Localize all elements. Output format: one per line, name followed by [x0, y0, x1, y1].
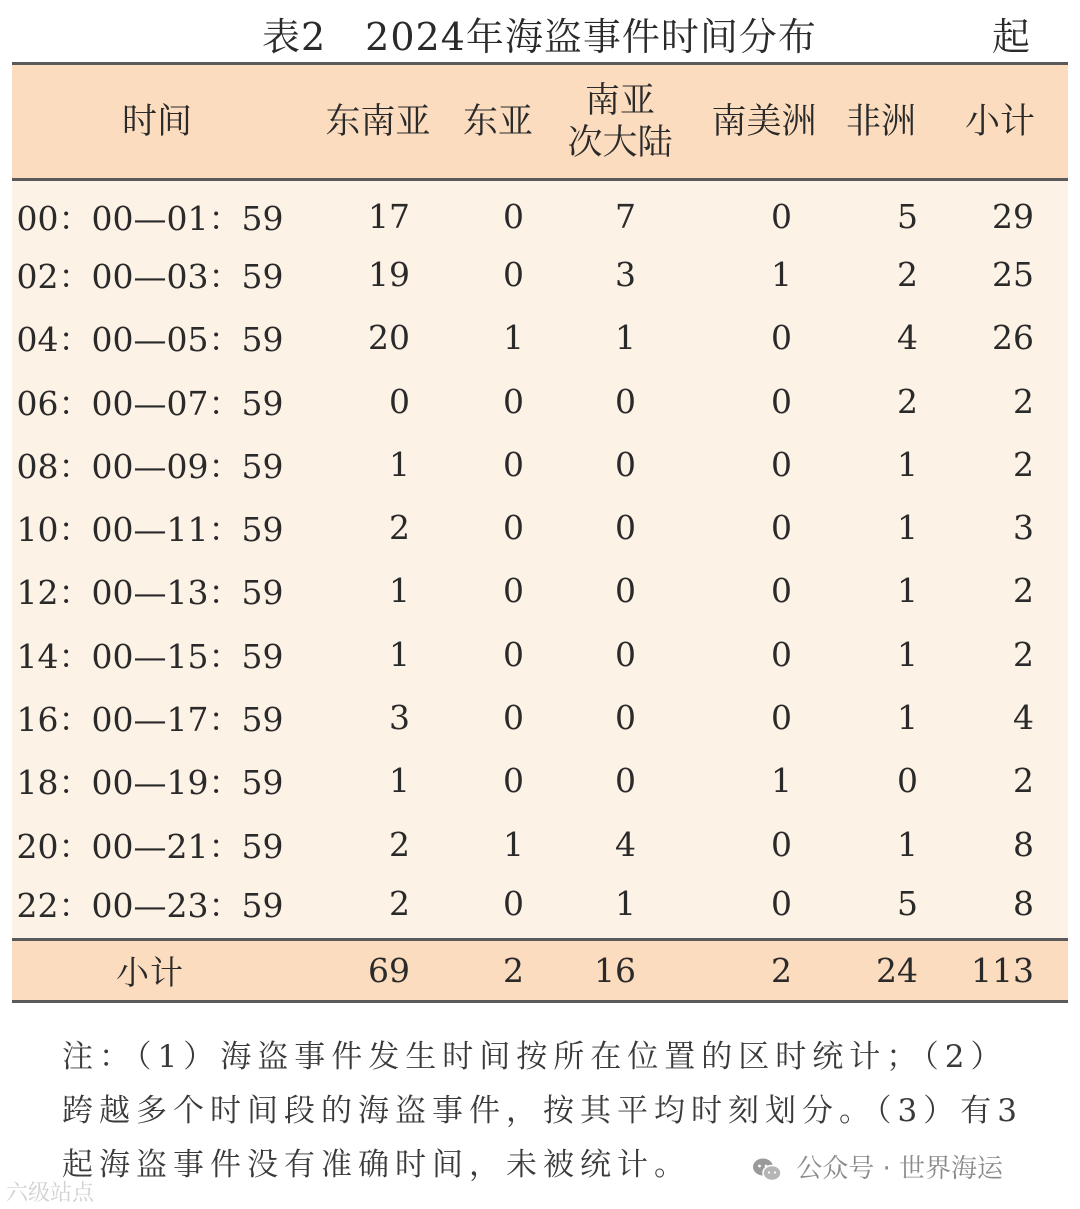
count-cell: 26 — [992, 318, 1034, 358]
count-cell: 3 — [615, 254, 636, 294]
count-cell: 19 — [368, 254, 410, 294]
total-cell: 113 — [932, 939, 1068, 1001]
table-header — [12, 64, 1068, 180]
count-cell: 1 — [897, 824, 918, 864]
count-cell: 1 — [897, 634, 918, 674]
total-cell: 69 — [302, 939, 454, 1001]
table-footer — [12, 939, 1068, 1001]
corner-watermark: 六级站点 — [6, 1181, 95, 1206]
wechat-watermark — [752, 1148, 1003, 1185]
count-cell: 5 — [897, 197, 918, 237]
time-range-cell: 12：00—13：59 — [16, 573, 284, 613]
wechat-icon — [752, 1157, 782, 1183]
header-row — [12, 64, 1068, 180]
table-row — [12, 306, 1068, 369]
column-header-5: 非洲 — [830, 64, 932, 180]
table-row — [12, 812, 1068, 875]
time-range-cell: 06：00—07：59 — [16, 383, 284, 423]
unit-label: 起 — [992, 15, 1031, 59]
count-cell: 0 — [615, 381, 636, 421]
count-cell: 0 — [503, 634, 524, 674]
count-cell: 1 — [389, 761, 410, 801]
count-cell: 0 — [615, 761, 636, 801]
count-cell: 2 — [1013, 571, 1034, 611]
count-cell: 1 — [771, 761, 792, 801]
count-cell: 3 — [389, 698, 410, 738]
count-cell: 1 — [615, 318, 636, 358]
table-row — [12, 749, 1068, 812]
count-cell: 0 — [771, 381, 792, 421]
table-row — [12, 623, 1068, 686]
table-body — [12, 180, 1068, 940]
count-cell: 29 — [992, 197, 1034, 237]
count-cell: 3 — [1013, 508, 1034, 548]
count-cell: 0 — [503, 197, 524, 237]
count-cell: 25 — [992, 254, 1034, 294]
count-cell: 1 — [771, 254, 792, 294]
count-cell: 0 — [771, 571, 792, 611]
column-header-6: 小计 — [932, 64, 1068, 180]
count-cell: 1 — [897, 698, 918, 738]
time-range-cell: 18：00—19：59 — [16, 763, 284, 803]
time-range-cell: 14：00—15：59 — [16, 636, 284, 676]
count-cell: 0 — [503, 381, 524, 421]
count-cell: 0 — [615, 508, 636, 548]
count-cell: 1 — [897, 571, 918, 611]
time-range-cell: 04：00—05：59 — [16, 320, 284, 360]
column-header-time: 时间 — [12, 64, 302, 180]
time-range-cell: 20：00—21：59 — [16, 826, 284, 866]
count-cell: 0 — [771, 884, 792, 924]
time-range-cell: 16：00—17：59 — [16, 700, 284, 740]
piracy-time-distribution-table — [12, 62, 1068, 1003]
count-cell: 1 — [389, 634, 410, 674]
count-cell: 4 — [1013, 698, 1034, 738]
table-row — [12, 243, 1068, 306]
count-cell: 0 — [771, 824, 792, 864]
count-cell: 0 — [771, 634, 792, 674]
table-notes: 注：（1）海盗事件发生时间按所在位置的区时统计；（2）跨越多个时间段的海盗事件，按其平均时刻划分。（3）有3起海盗事件没有准确时间，未被统计。 — [62, 1039, 1023, 1183]
count-cell: 1 — [897, 508, 918, 548]
total-cell: 2 — [454, 939, 542, 1001]
count-cell: 8 — [1013, 824, 1034, 864]
count-cell: 2 — [1013, 444, 1034, 484]
count-cell: 0 — [615, 634, 636, 674]
watermark-text: 公众号 · 世界海运 — [796, 1154, 1004, 1184]
time-range-cell: 00：00—01：59 — [16, 199, 284, 239]
count-cell: 2 — [389, 884, 410, 924]
table-row — [12, 559, 1068, 622]
count-cell: 0 — [771, 197, 792, 237]
count-cell: 0 — [503, 761, 524, 801]
count-cell: 0 — [503, 571, 524, 611]
column-header-1: 东南亚 — [302, 64, 454, 180]
count-cell: 8 — [1013, 884, 1034, 924]
count-cell: 4 — [615, 824, 636, 864]
count-cell: 1 — [389, 444, 410, 484]
count-cell: 2 — [897, 254, 918, 294]
total-cell: 24 — [830, 939, 932, 1001]
table-title: 表2 2024年海盗事件时间分布 — [262, 15, 817, 59]
column-header-2: 东亚 — [454, 64, 542, 180]
count-cell: 1 — [503, 824, 524, 864]
count-cell: 1 — [615, 884, 636, 924]
count-cell: 20 — [368, 318, 410, 358]
time-range-cell: 22：00—23：59 — [16, 886, 284, 926]
count-cell: 1 — [897, 444, 918, 484]
count-cell: 0 — [503, 508, 524, 548]
count-cell: 2 — [1013, 761, 1034, 801]
count-cell: 4 — [897, 318, 918, 358]
count-cell: 2 — [389, 508, 410, 548]
count-cell: 0 — [503, 884, 524, 924]
table-row — [12, 876, 1068, 939]
count-cell: 0 — [615, 444, 636, 484]
count-cell: 0 — [615, 698, 636, 738]
total-label: 小计 — [12, 939, 302, 1001]
count-cell: 0 — [771, 444, 792, 484]
table-row — [12, 369, 1068, 432]
count-cell: 0 — [771, 698, 792, 738]
count-cell: 0 — [771, 318, 792, 358]
column-header-3: 南亚 次大陆 — [542, 64, 698, 180]
table-row — [12, 180, 1068, 243]
count-cell: 0 — [503, 444, 524, 484]
count-cell: 7 — [615, 197, 636, 237]
time-range-cell: 08：00—09：59 — [16, 446, 284, 486]
count-cell: 2 — [1013, 381, 1034, 421]
table-row — [12, 433, 1068, 496]
count-cell: 5 — [897, 884, 918, 924]
time-range-cell: 10：00—11：59 — [16, 510, 284, 550]
count-cell: 0 — [503, 698, 524, 738]
count-cell: 2 — [1013, 634, 1034, 674]
count-cell: 0 — [503, 254, 524, 294]
count-cell: 1 — [503, 318, 524, 358]
total-cell: 2 — [698, 939, 830, 1001]
table-row — [12, 686, 1068, 749]
count-cell: 2 — [897, 381, 918, 421]
count-cell: 17 — [368, 197, 410, 237]
distribution-table-container — [12, 62, 1068, 1003]
total-cell: 16 — [542, 939, 698, 1001]
time-range-cell: 02：00—03：59 — [16, 256, 284, 296]
table-row — [12, 496, 1068, 559]
table-caption — [0, 0, 1080, 60]
count-cell: 2 — [389, 824, 410, 864]
count-cell: 1 — [389, 571, 410, 611]
count-cell: 0 — [771, 508, 792, 548]
total-row — [12, 939, 1068, 1001]
count-cell: 0 — [389, 381, 410, 421]
count-cell: 0 — [615, 571, 636, 611]
count-cell: 0 — [897, 761, 918, 801]
column-header-4: 南美洲 — [698, 64, 830, 180]
